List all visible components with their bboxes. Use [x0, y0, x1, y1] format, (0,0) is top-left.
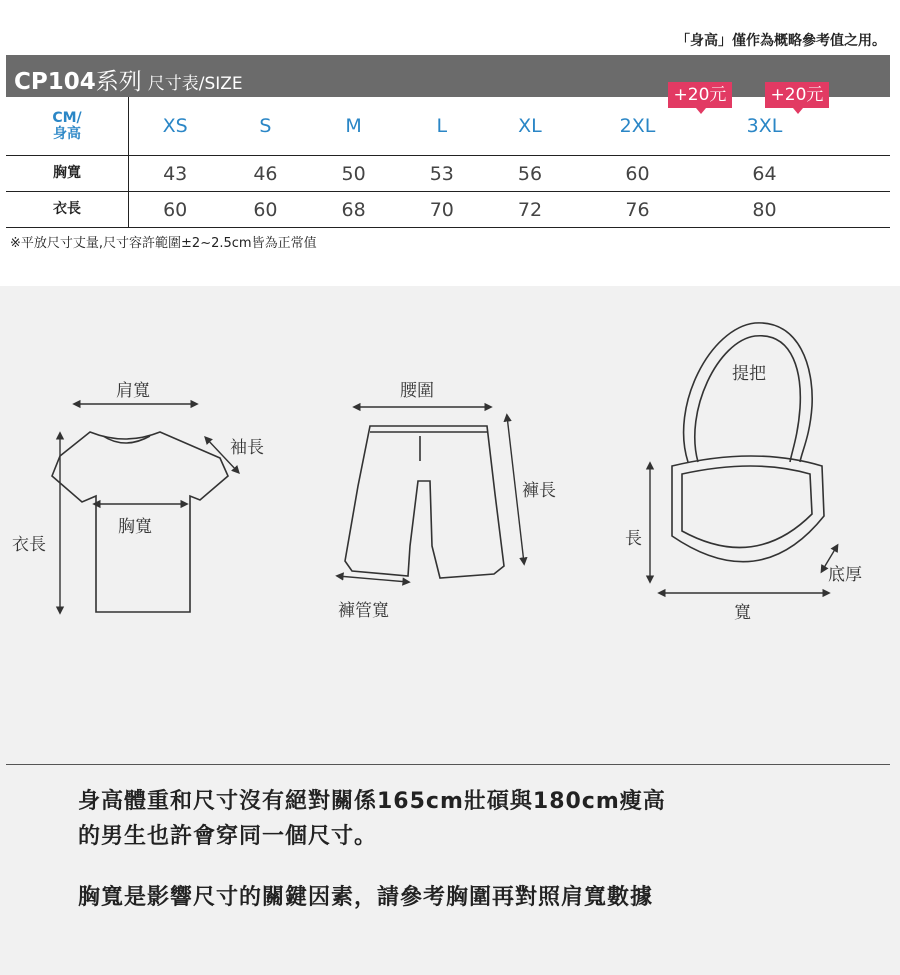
table-cell: 43 [163, 162, 188, 185]
size-chart-title [14, 63, 243, 96]
price-badge-3xl: +20元 [765, 82, 829, 108]
table-row [6, 156, 890, 192]
table-cell: 60 [625, 162, 650, 185]
label-sleeve: 袖長 [230, 438, 264, 458]
size-advice-line-2: 的男生也許會穿同一個尺寸。 [78, 824, 378, 849]
header-label-height: 身高 [53, 126, 81, 142]
size-advice-line-1: 身高體重和尺寸沒有絕對關係165cm壯碩與180cm瘦高 [78, 789, 666, 814]
spacer-cell [828, 192, 890, 228]
label-handle: 提把 [732, 364, 766, 384]
table-cell: 56 [517, 162, 543, 185]
header-label [6, 97, 129, 156]
spacer-cell [828, 97, 890, 156]
size-advice-line-3: 胸寬是影響尺寸的關鍵因素，請參考胸圍再對照肩寬數據 [78, 885, 654, 910]
table-cell: 60 [163, 198, 188, 221]
table-cell: 50 [341, 162, 366, 185]
product-code: CP104 [14, 69, 96, 95]
row-label-chest: 胸寬 [6, 156, 129, 192]
measurement-footnote: ※平放尺寸丈量,尺寸容許範圍±2~2.5cm皆為正常值 [10, 236, 317, 251]
series-label: 系列 [95, 69, 142, 95]
table-cell: 60 [253, 198, 278, 221]
shorts-drawing [345, 426, 504, 578]
label-bag-depth: 底厚 [828, 565, 862, 585]
label-shirt-length: 衣長 [12, 535, 46, 555]
table-cell: 70 [429, 198, 454, 221]
label-chest: 胸寬 [118, 517, 152, 537]
table-cell: 80 [752, 198, 777, 221]
divider [6, 764, 890, 765]
label-leg-opening: 褲管寬 [338, 601, 389, 621]
size-s: S [259, 115, 272, 137]
size-m: M [345, 115, 362, 137]
size-chart-subtitle: 尺寸表/SIZE [147, 74, 243, 94]
label-bag-length: 長 [625, 529, 642, 549]
label-waist: 腰圍 [400, 381, 434, 401]
label-bag-width: 寬 [734, 603, 751, 623]
size-xl: XL [518, 115, 542, 137]
size-table [6, 97, 890, 228]
measurement-illustration-panel [0, 286, 900, 975]
table-row [6, 192, 890, 228]
size-3xl: 3XL [746, 115, 783, 137]
label-shoulder: 肩寬 [116, 381, 150, 401]
size-2xl: 2XL [619, 115, 656, 137]
row-label-length: 衣長 [6, 192, 129, 228]
price-badge-2xl: +20元 [668, 82, 732, 108]
table-cell: 72 [517, 198, 543, 221]
header-label-unit: CM/ [52, 109, 82, 126]
label-pants-length: 褲長 [522, 481, 556, 501]
table-cell: 64 [752, 162, 777, 185]
size-xs: XS [162, 115, 188, 137]
size-chart-title-bar [6, 55, 890, 97]
spacer-cell [828, 156, 890, 192]
size-l: L [436, 115, 448, 137]
table-cell: 68 [341, 198, 366, 221]
table-cell: 53 [429, 162, 454, 185]
height-reference-note: 「身高」僅作為概略參考值之用。 [676, 33, 886, 49]
size-header-row [6, 97, 890, 156]
table-cell: 46 [253, 162, 278, 185]
table-cell: 76 [625, 198, 650, 221]
